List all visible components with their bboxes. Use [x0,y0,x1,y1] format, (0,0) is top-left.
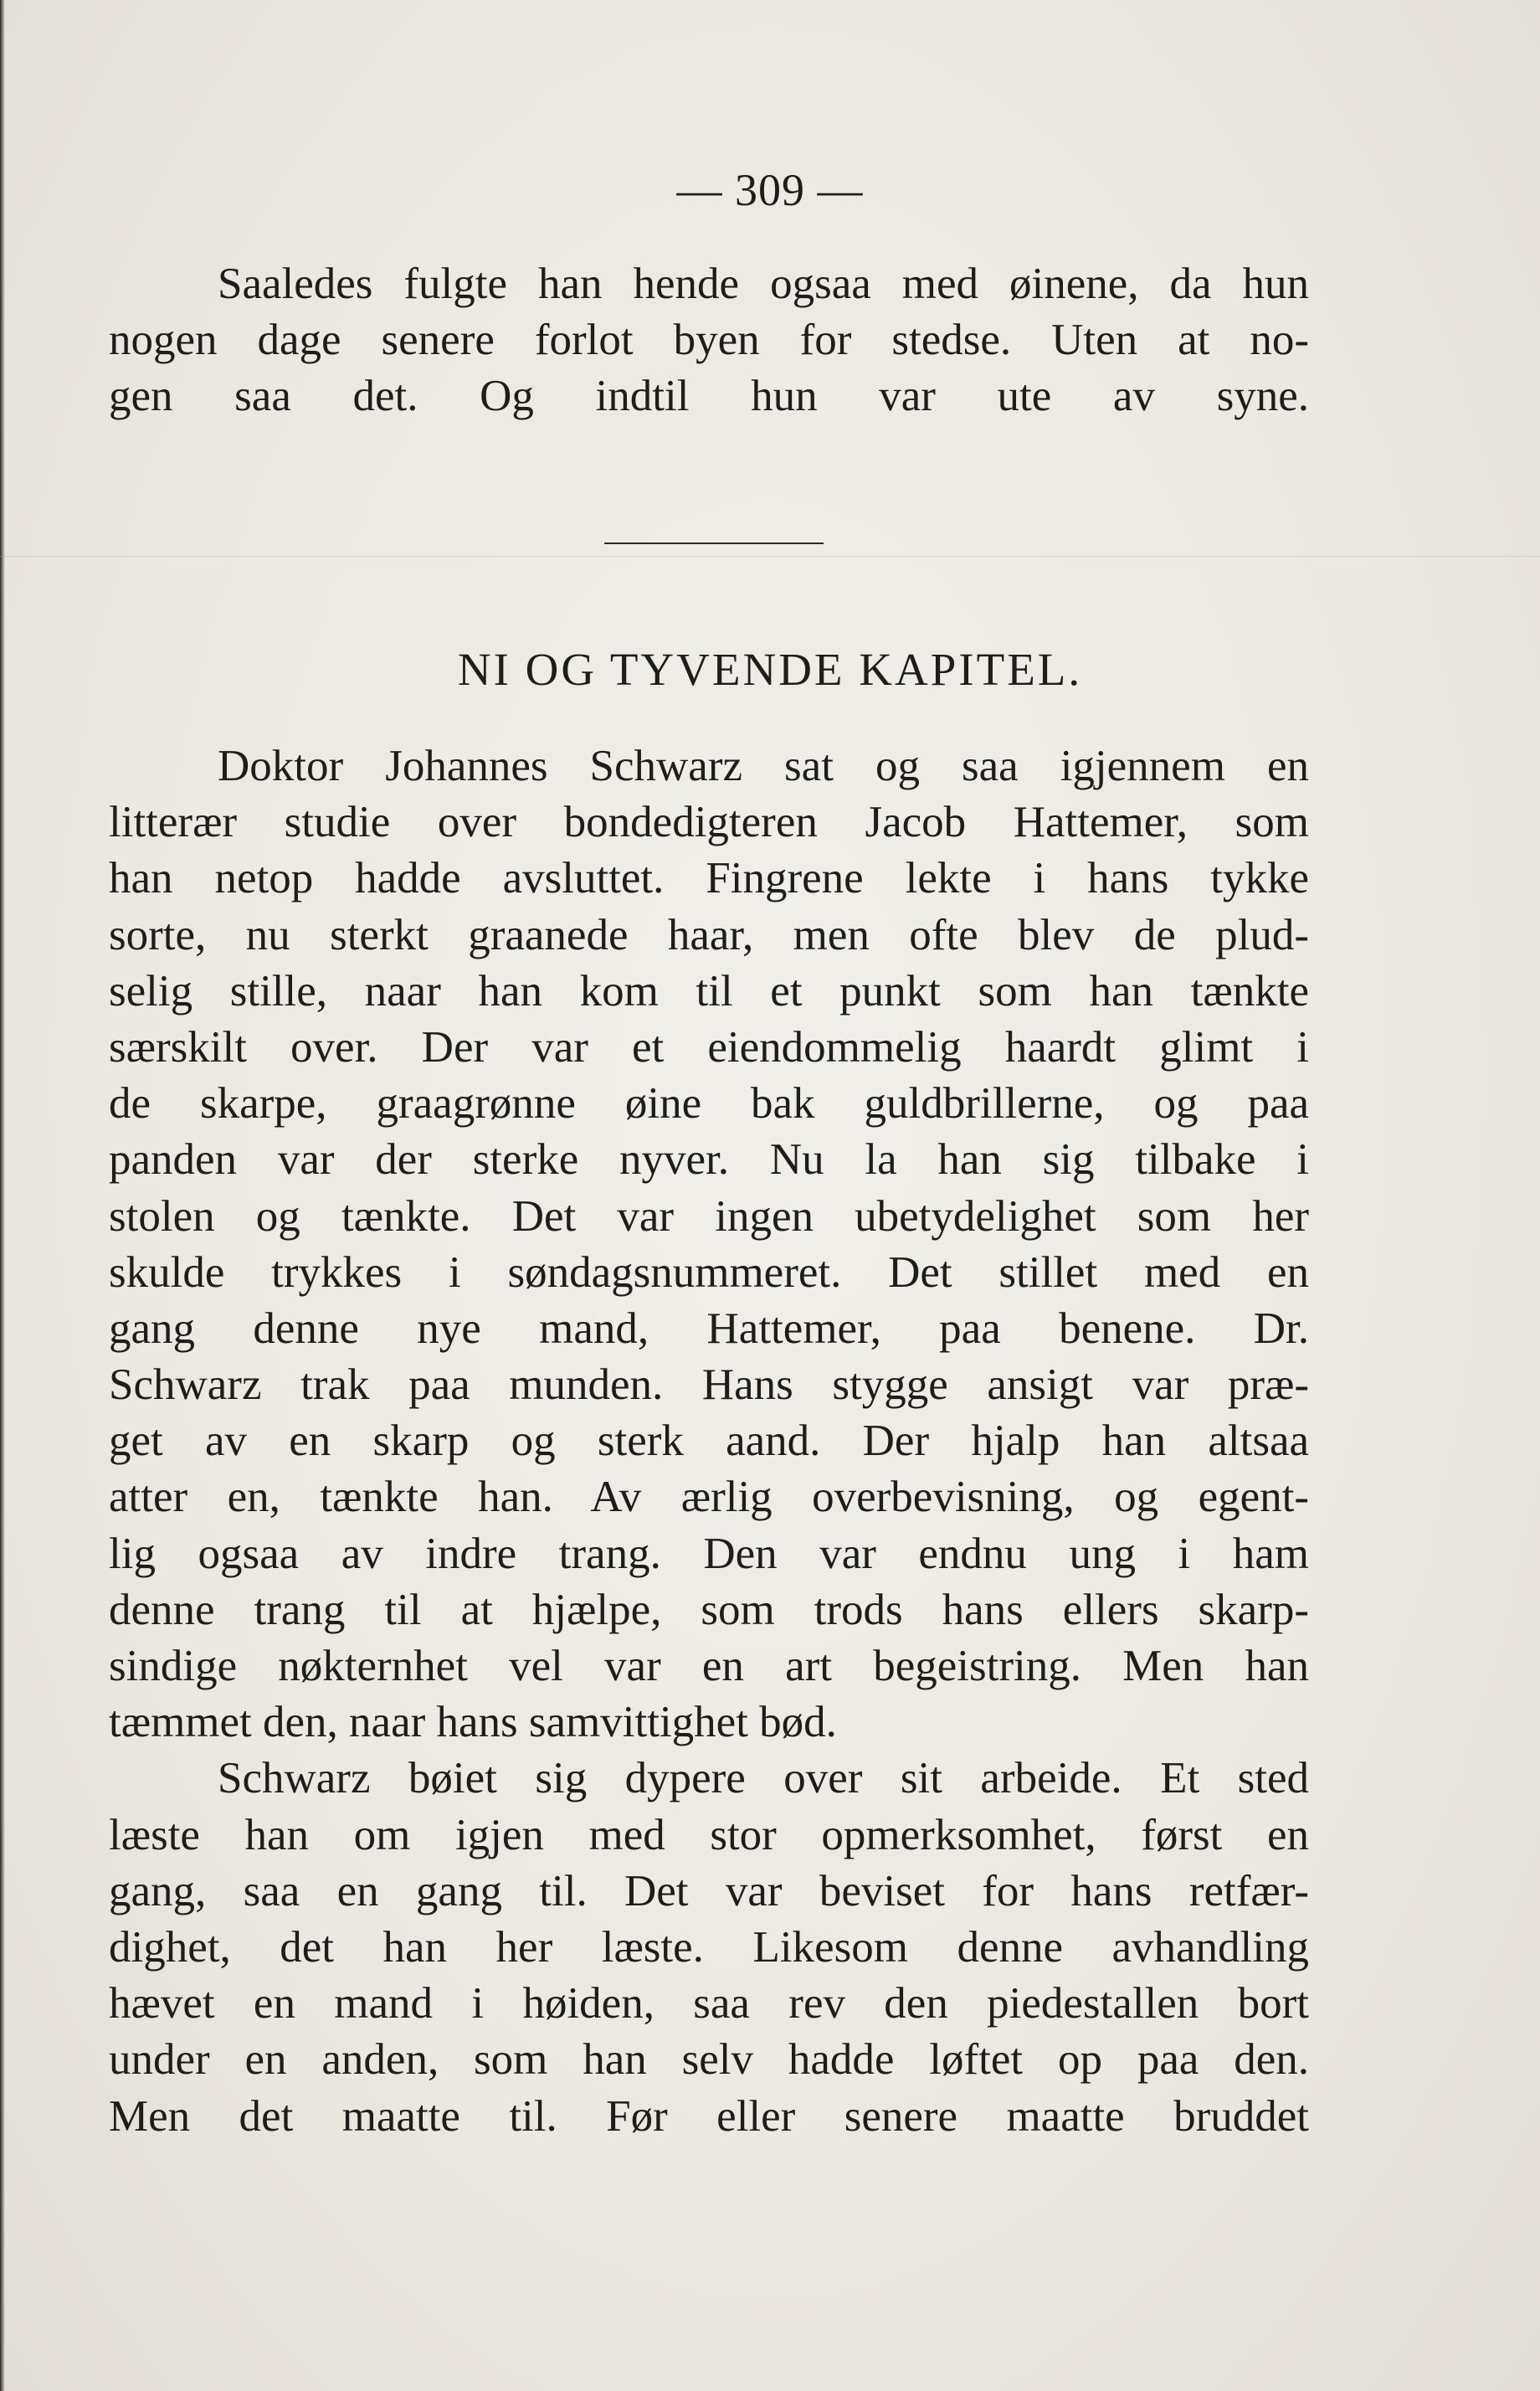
continuation-paragraph [109,256,1309,424]
text-line: Doktor Johannes Schwarz sat og saa igjennem en [218,742,1309,790]
section-divider-rule [604,542,824,544]
text-line: panden var der sterke nyver. Nu la han sig tilbake i [109,1135,1309,1185]
text-line: gang denne nye mand, Hattemer, paa benene. Dr. [109,1303,1309,1353]
text-line: dighet, det han her læste. Likesom denne avhandling [109,1922,1309,1972]
chapter-title: NI OG TYVENDE KAPITEL. [457,644,1083,695]
text-line: Men det maatte til. Før eller senere maatte bruddet [109,2091,1309,2141]
text-line: sindige nøkternhet vel var en art begeistring. Men han [109,1642,1309,1690]
text-line: han netop hadde avsluttet. Fingrene lekte i hans tykke [109,854,1309,903]
text-line: stolen og tænkte. Det var ingen ubetydelighet som her [109,1191,1309,1241]
text-line: skulde trykkes i søndagsnummeret. Det stillet med en [109,1247,1309,1297]
text-line: hævet en mand i høiden, saa rev den piedestallen bort [109,1979,1309,2028]
text-line: de skarpe, graagrønne øine bak guldbrillerne, og paa [109,1079,1309,1129]
faint-guide-line [0,556,1540,557]
text-line: lig ogsaa av indre trang. Den var endnu ung i ham [109,1529,1309,1578]
text-line: atter en, tænkte han. Av ærlig overbevisning, og egent- [109,1473,1309,1522]
text-line: get av en skarp og sterk aand. Der hjalp han altsaa [109,1417,1309,1466]
text-line: sorte, nu sterkt graanede haar, men ofte blev de plud- [109,910,1309,959]
text-line: tæmmet den, naar hans samvittighet bød. [109,1698,837,1747]
text-line: gen saa det. Og indtil hun var ute av syne. [109,372,1309,420]
text-line: Schwarz bøiet sig dypere over sit arbeide. Et sted [218,1754,1309,1803]
text-line: Saaledes fulgte han hende ogsaa med øinene, da hun [218,260,1309,308]
text-line: litterær studie over bondedigteren Jacob Hattemer, som [109,798,1309,847]
text-line: særskilt over. Der var et eiendommelig haardt glimt i [109,1022,1309,1072]
text-line: under en anden, som han selv hadde løftet op paa den. [109,2035,1309,2085]
text-line: selig stille, naar han kom til et punkt som han tænkte [109,966,1309,1016]
text-line: gang, saa en gang til. Det var beviset for hans retfær- [109,1866,1309,1915]
text-line: Schwarz trak paa munden. Hans stygge ansigt var præ- [109,1360,1309,1410]
scan-edge-shadow [0,0,5,2391]
text-line: denne trang til at hjælpe, som trods hans ellers skarp- [109,1585,1309,1634]
text-line: nogen dage senere forlot byen for stedse. Uten at no- [109,316,1309,364]
page-number: — 309 — [676,165,864,215]
text-line: læste han om igjen med stor opmerksomhet, først en [109,1810,1309,1859]
chapter-body [109,738,1309,2145]
